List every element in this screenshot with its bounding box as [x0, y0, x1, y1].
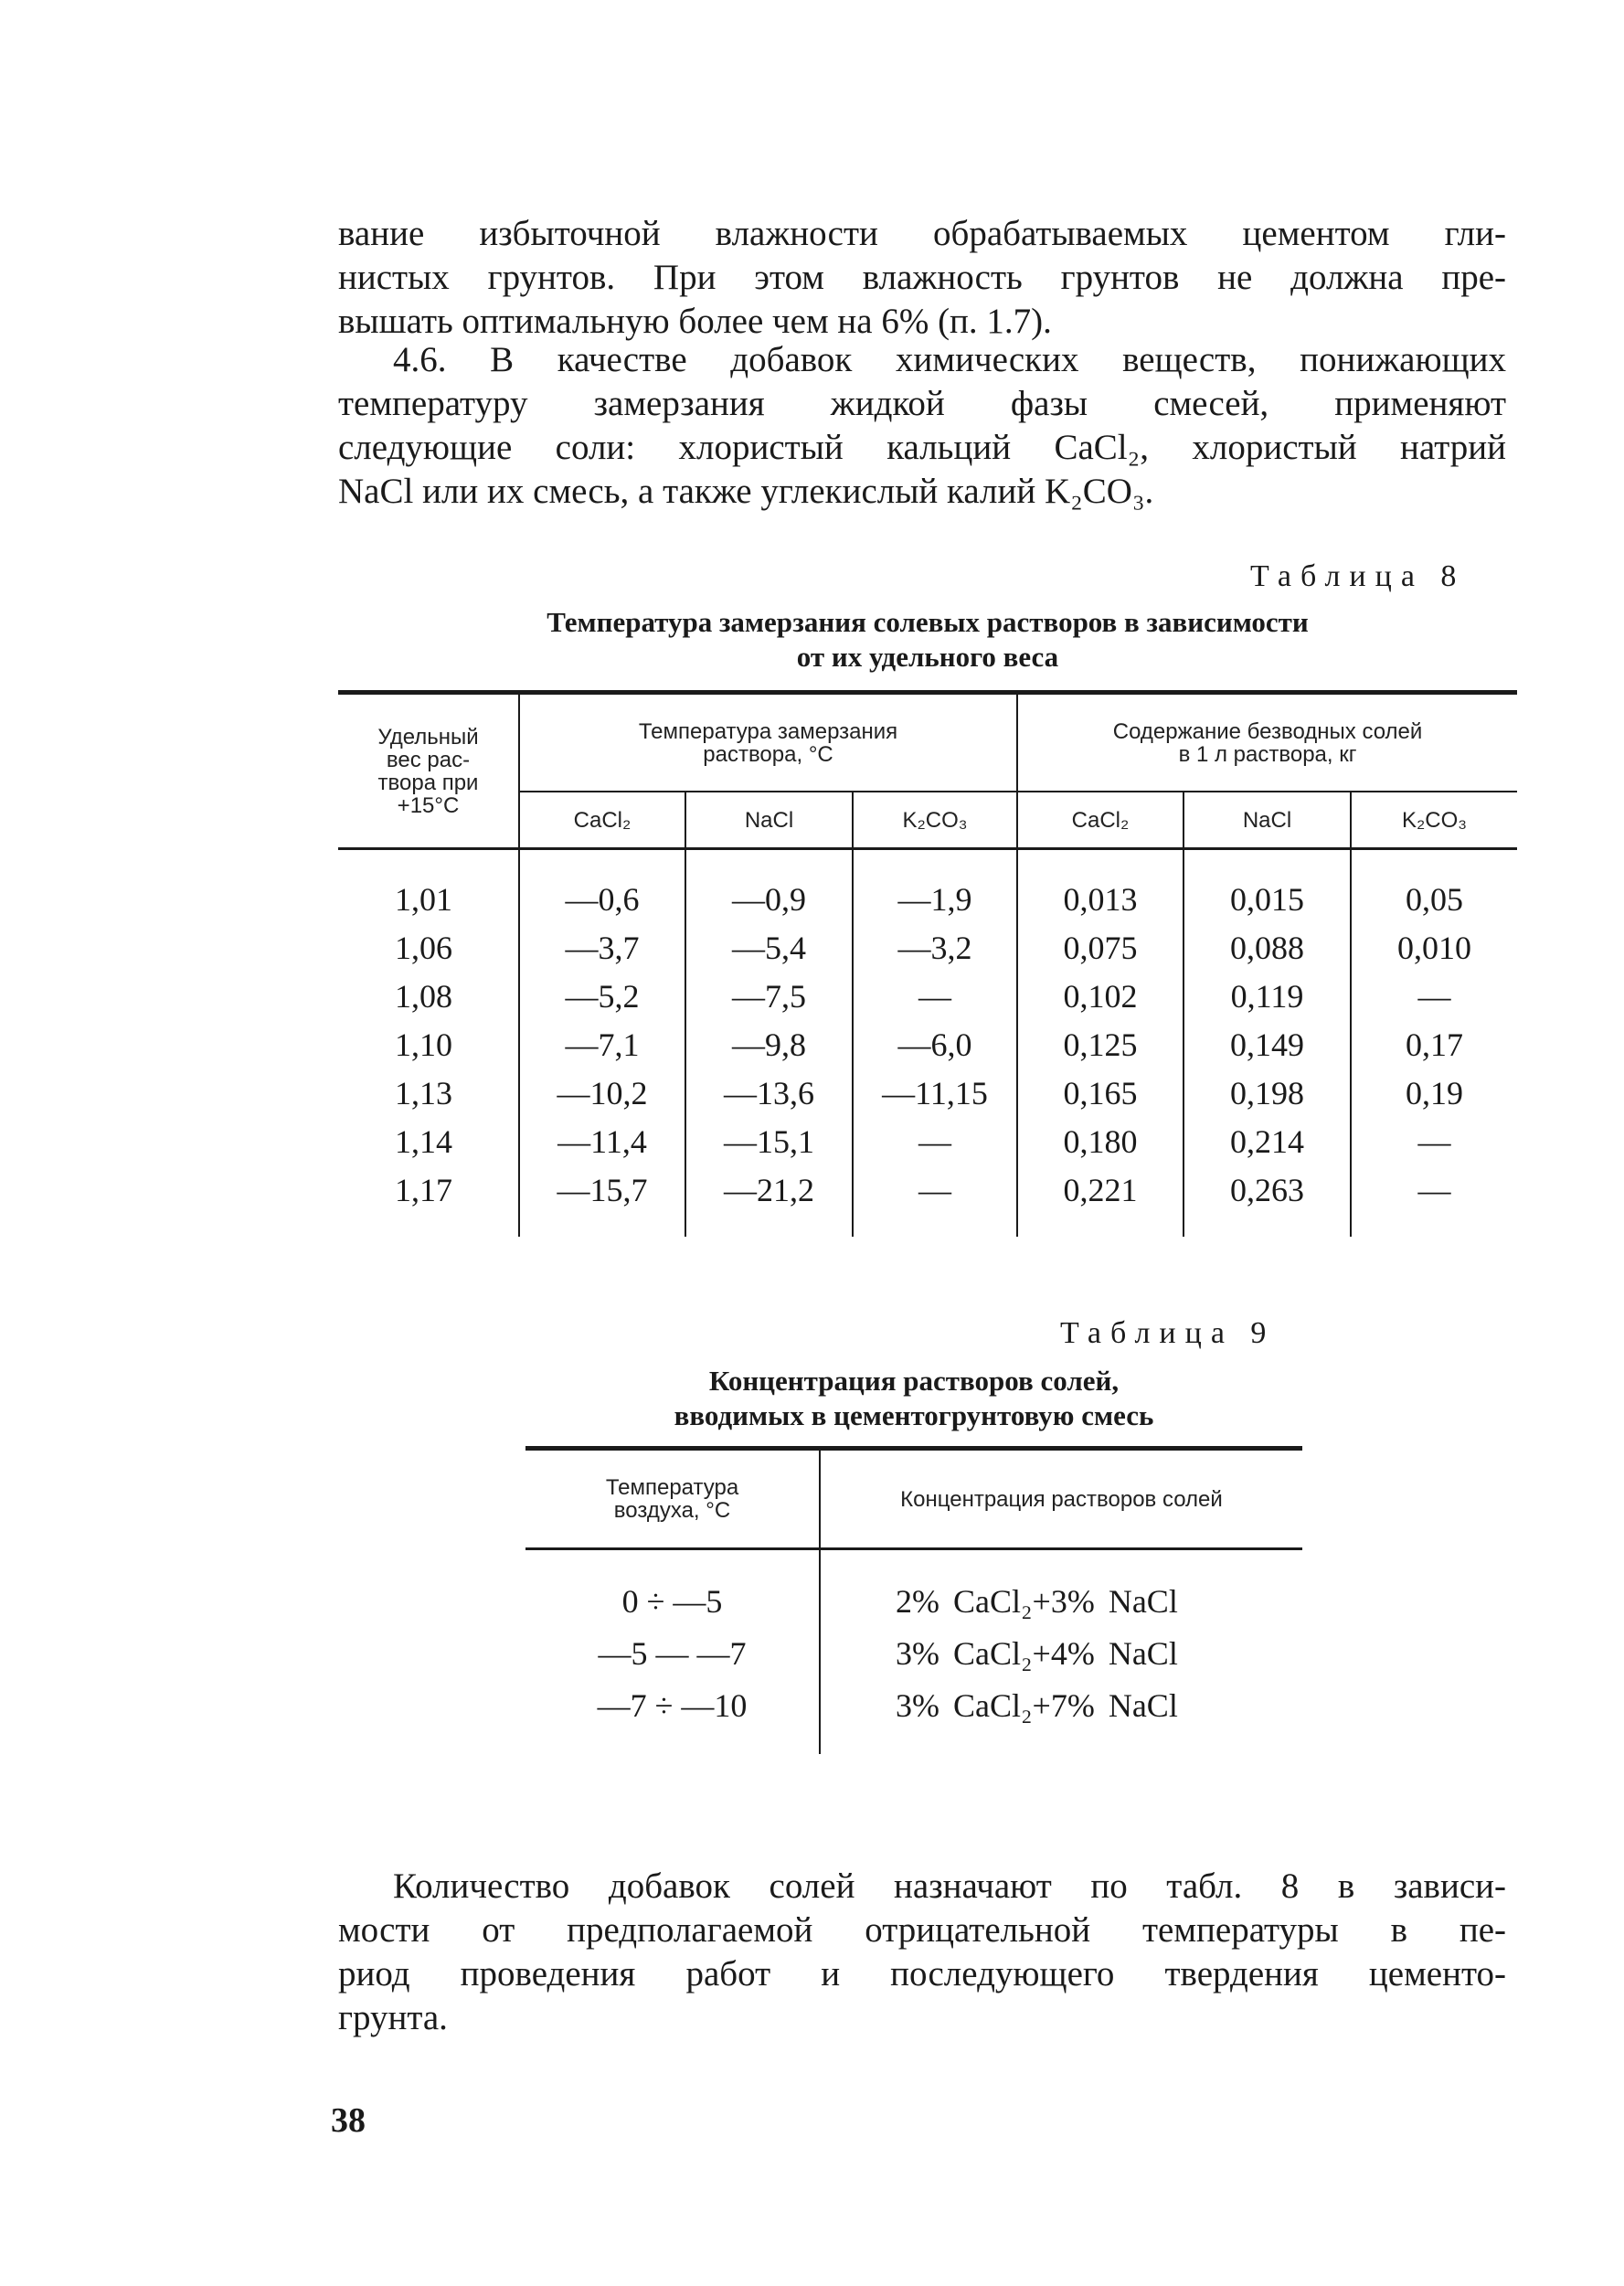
table-cell: —15,7: [519, 1166, 685, 1215]
header-line: в 1 л раствора, кг: [1178, 741, 1357, 767]
header-line: раствора, °С: [703, 741, 833, 767]
table-cell: —0,6: [519, 876, 685, 924]
table-cell: 3% CaCl₂+7% NaCl: [896, 1687, 1178, 1724]
header-line: Удельный: [377, 724, 479, 750]
table-cell: 1,10: [338, 1021, 519, 1069]
table-cell: —21,2: [685, 1166, 853, 1215]
table-cell: 1,14: [338, 1118, 519, 1166]
table-cell: 0,015: [1184, 876, 1351, 924]
table8-title: [402, 605, 1453, 675]
table-cell: 1,17: [338, 1166, 519, 1215]
text-line: температуру замерзания жидкой фазы смесей, применяют: [338, 384, 1506, 423]
table9-title: [525, 1364, 1302, 1433]
paragraph-salt-amount: [338, 1865, 1506, 2040]
header-line: Содержание безводных солей: [1112, 718, 1423, 744]
table9-label: Таблица 9: [1060, 1316, 1276, 1350]
text-line: мости от предполагаемой отрицательной температуры в пе-: [338, 1910, 1506, 1950]
header-line: воздуха, °С: [613, 1498, 731, 1523]
table-row: [338, 924, 1517, 973]
header-salt-concentration: Концентрация растворов солей: [820, 1449, 1302, 1549]
salt-concentration-table: [525, 1446, 1302, 1754]
subheader-nacl: NaCl: [1184, 792, 1351, 848]
header-air-temperature: [525, 1449, 820, 1549]
table-cell: —7 ÷ —10: [525, 1680, 820, 1732]
table-cell: 0,125: [1017, 1021, 1184, 1069]
table-cell: 0,010: [1397, 930, 1472, 966]
table-cell: —: [853, 1118, 1017, 1166]
table-cell: 1,13: [338, 1069, 519, 1118]
header-line: Температура замерзания: [638, 718, 898, 744]
table-cell: —: [1417, 1172, 1451, 1208]
table-cell: 0,263: [1184, 1166, 1351, 1215]
table-cell: —: [1417, 1123, 1451, 1160]
table-cell: 0,19: [1406, 1075, 1464, 1111]
table-cell: —6,0: [853, 1021, 1017, 1069]
table-cell: 0,17: [1406, 1026, 1464, 1063]
table-cell: —3,7: [519, 924, 685, 973]
header-salt-content: [1017, 693, 1517, 792]
table-cell: 1,08: [338, 973, 519, 1021]
table-cell: —5 — —7: [525, 1628, 820, 1680]
table-row: [525, 1628, 1302, 1680]
table8-title-line: Температура замерзания солевых растворов в зависимости: [547, 606, 1309, 638]
table-cell: —10,2: [519, 1069, 685, 1118]
header-line: Температура: [605, 1475, 739, 1500]
table-cell: 0,198: [1184, 1069, 1351, 1118]
header-line: вес рас-: [386, 747, 471, 772]
table-cell: —11,4: [519, 1118, 685, 1166]
paragraph-continuation: [338, 212, 1506, 344]
table9-title-line: Концентрация растворов солей,: [708, 1365, 1120, 1397]
table-cell: —11,15: [853, 1069, 1017, 1118]
header-freezing-temperature: [519, 693, 1017, 792]
paragraph-4-6: [338, 338, 1506, 514]
table-cell: 0,214: [1184, 1118, 1351, 1166]
table-row: [338, 1118, 1517, 1166]
header-line: +15°С: [397, 792, 460, 818]
table-cell: 0,165: [1017, 1069, 1184, 1118]
table-cell: —7,5: [685, 973, 853, 1021]
table-cell: 0,221: [1017, 1166, 1184, 1215]
table-row: [338, 876, 1517, 924]
table-cell: —1,9: [853, 876, 1017, 924]
table-cell: —: [853, 1166, 1017, 1215]
table-cell: —9,8: [685, 1021, 853, 1069]
table-row: [338, 1166, 1517, 1215]
table-cell: 0,05: [1406, 881, 1464, 918]
table-cell: 1,06: [338, 924, 519, 973]
subheader-k2co3: K₂CO₃: [853, 792, 1017, 848]
table-row: [338, 973, 1517, 1021]
table-cell: —13,6: [685, 1069, 853, 1118]
text-line: Количество добавок солей назначают по табл. 8 в зависи-: [393, 1866, 1506, 1906]
header-line: твора при: [377, 770, 479, 795]
subheader-cacl2: CaCl₂: [519, 792, 685, 848]
text-line: вание избыточной влажности обрабатываемых цементом гли-: [338, 214, 1506, 253]
table-cell: —: [853, 973, 1017, 1021]
table-cell: —5,4: [685, 924, 853, 973]
subheader-nacl: NaCl: [685, 792, 853, 848]
table-cell: —: [1417, 978, 1451, 1015]
text-line: 4.6. В качестве добавок химических веществ, понижающих: [393, 340, 1506, 379]
header-specific-gravity: [338, 693, 519, 849]
table-cell: —0,9: [685, 876, 853, 924]
table-cell: 0,013: [1017, 876, 1184, 924]
table-row: [338, 1069, 1517, 1118]
table-cell: 0,075: [1017, 924, 1184, 973]
table-cell: 0,180: [1017, 1118, 1184, 1166]
table-cell: —3,2: [853, 924, 1017, 973]
table-cell: 0,119: [1184, 973, 1351, 1021]
table-cell: —15,1: [685, 1118, 853, 1166]
subheader-cacl2: CaCl₂: [1017, 792, 1184, 848]
table-cell: 0,102: [1017, 973, 1184, 1021]
table-row: [525, 1576, 1302, 1628]
page-number: 38: [331, 2101, 366, 2140]
text-line: следующие соли: хлористый кальций CaCl₂, хлористый натрий: [338, 428, 1506, 467]
subheader-k2co3: K₂CO₃: [1351, 792, 1517, 848]
table9-title-line: вводимых в цементогрунтовую смесь: [674, 1399, 1154, 1431]
text-line: грунта.: [338, 1998, 448, 2037]
table8-label: Таблица 8: [1250, 559, 1466, 593]
table-cell: —7,1: [519, 1021, 685, 1069]
freezing-temperature-table: [338, 690, 1517, 1237]
table-cell: 2% CaCl₂+3% NaCl: [896, 1583, 1178, 1620]
table8-title-line: от их удельного веса: [796, 641, 1059, 673]
text-line: вышать оптимальную более чем на 6% (п. 1.7).: [338, 302, 1052, 341]
table-cell: —5,2: [519, 973, 685, 1021]
table-cell: 0 ÷ —5: [525, 1576, 820, 1628]
text-line: нистых грунтов. При этом влажность грунтов не должна пре-: [338, 258, 1506, 297]
table-row: [338, 1021, 1517, 1069]
table-cell: 0,088: [1184, 924, 1351, 973]
text-line: риод проведения работ и последующего твердения цементо-: [338, 1954, 1506, 1994]
table-cell: 1,01: [338, 876, 519, 924]
table-cell: 0,149: [1184, 1021, 1351, 1069]
table-row: [525, 1680, 1302, 1732]
text-line: NaCl или их смесь, а также углекислый калий K₂CO₃.: [338, 472, 1154, 511]
table-cell: 3% CaCl₂+4% NaCl: [896, 1635, 1178, 1672]
